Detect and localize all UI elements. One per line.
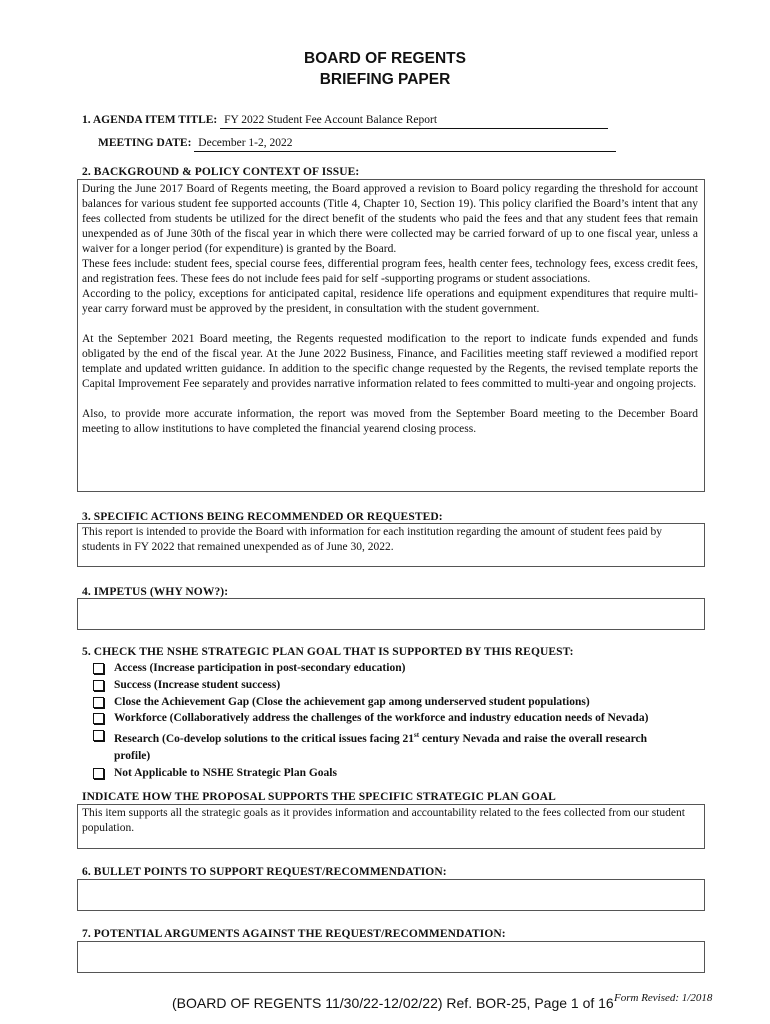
indicate-box: [77, 804, 705, 849]
section6-box: [77, 879, 705, 911]
goal-success-checkbox[interactable]: [93, 680, 104, 691]
indicate-heading: INDICATE HOW THE PROPOSAL SUPPORTS THE SPECIFIC STRATEGIC PLAN GOAL: [82, 791, 556, 803]
meeting-date-row: [98, 136, 627, 152]
section4-heading: 4. IMPETUS (WHY NOW?):: [82, 586, 229, 598]
meeting-date-value: December 1-2, 2022: [194, 136, 616, 152]
goal-not-applicable-checkbox[interactable]: [93, 768, 104, 779]
goal-research: [93, 727, 713, 764]
background-paragraph: During the June 2017 Board of Regents meeting, the Board approved a revision to Board policy regarding the threshold for account balances for various student fee supported accounts (Title 4, Chapter 10, Section 19). This policy clarified the Board’s intent that any fees collected from students be utilized for the direct benefit of the students who paid the fees and that any student fees that remain unexpended as of June 30th of the fiscal year in which there were collected may be carried forward of up to one fiscal year, unless a waiver for a longer period (for expenditure) is granted by the Board.: [82, 183, 698, 255]
goal-success: [93, 677, 713, 694]
section7-box: [77, 941, 705, 973]
section3-heading: 3. SPECIFIC ACTIONS BEING RECOMMENDED OR REQUESTED:: [82, 511, 443, 523]
goal-workforce: [93, 710, 713, 727]
section7-heading: 7. POTENTIAL ARGUMENTS AGAINST THE REQUEST/RECOMMENDATION:: [82, 928, 506, 940]
section4-box: [77, 598, 705, 630]
goal-achievement-gap-label: Close the Achievement Gap (Close the achievement gap among underserved student populations): [114, 695, 590, 708]
strategic-goal-list: [93, 660, 713, 781]
agenda-item-row: [82, 113, 627, 129]
page-footer: (BOARD OF REGENTS 11/30/22-12/02/22) Ref. BOR-25, Page 1 of 16: [172, 995, 614, 1011]
background-paragraph: According to the policy, exceptions for anticipated capital, residence life operations and equipment expenditures that require multi-year carry forward must be approved by the president, in consultation with the student government.: [82, 288, 698, 315]
indicate-text: This item supports all the strategic goals as it provides information and accountability related to the fees collected from our student population.: [82, 807, 685, 834]
agenda-item-label: 1. AGENDA ITEM TITLE:: [82, 114, 218, 126]
agenda-item-value: FY 2022 Student Fee Account Balance Report: [220, 113, 608, 129]
section2-text: [82, 182, 698, 437]
section2-heading: 2. BACKGROUND & POLICY CONTEXT OF ISSUE:: [82, 166, 360, 178]
section2-box: [77, 179, 705, 492]
goal-access-checkbox[interactable]: [93, 663, 104, 674]
background-paragraph: At the September 2021 Board meeting, the Regents requested modification to the report to indicate funds expended and funds obligated by the end of the fiscal year. At the June 2022 Business, Finance, and Facilities meeting staff reviewed a modified report template and updated written guidance. In addition to the specific change requested by the Regents, the revised template reports the Capital Improvement Fee separately and provides narrative information related to fees committed to multi-year and ongoing projects.: [82, 333, 698, 390]
goal-not-applicable: [93, 765, 713, 782]
document-title: BOARD OF REGENTS: [304, 50, 466, 67]
background-paragraph: These fees include: student fees, special course fees, differential program fees, health center fees, technology fees, excess credit fees, and registration fees. These fees do not include fees paid for self -supporting programs or student associations.: [82, 258, 698, 285]
section3-box: [77, 523, 705, 567]
goal-workforce-label: Workforce (Collaboratively address the challenges of the workforce and industry education needs of Nevada): [114, 712, 649, 725]
section6-heading: 6. BULLET POINTS TO SUPPORT REQUEST/RECOMMENDATION:: [82, 866, 447, 878]
goal-achievement-gap-checkbox[interactable]: [93, 697, 104, 708]
meeting-date-label: MEETING DATE:: [98, 137, 192, 149]
section3-text: This report is intended to provide the Board with information for each institution regarding the amount of student fees paid by students in FY 2022 that remained unexpended as of June 30, 2022.: [82, 526, 662, 553]
goal-workforce-checkbox[interactable]: [93, 713, 104, 724]
goal-success-label: Success (Increase student success): [114, 678, 281, 691]
section5-heading: 5. CHECK THE NSHE STRATEGIC PLAN GOAL THAT IS SUPPORTED BY THIS REQUEST:: [82, 646, 574, 658]
goal-research-checkbox[interactable]: [93, 730, 104, 741]
form-revised-note: Form Revised: 1/2018: [614, 992, 713, 1004]
document-subtitle: BRIEFING PAPER: [319, 71, 451, 88]
goal-not-applicable-label: Not Applicable to NSHE Strategic Plan Goals: [114, 766, 337, 779]
goal-achievement-gap: [93, 694, 713, 711]
goal-research-label: Research (Co-develop solutions to the critical issues facing 21st century Nevada and raise the overall research profile): [114, 731, 648, 762]
background-paragraph: Also, to provide more accurate information, the report was moved from the September Board meeting to the December Board meeting to allow institutions to have completed the financial yearend closing process.: [82, 408, 698, 435]
goal-access: [93, 660, 713, 677]
goal-access-label: Access (Increase participation in post-secondary education): [114, 662, 406, 674]
